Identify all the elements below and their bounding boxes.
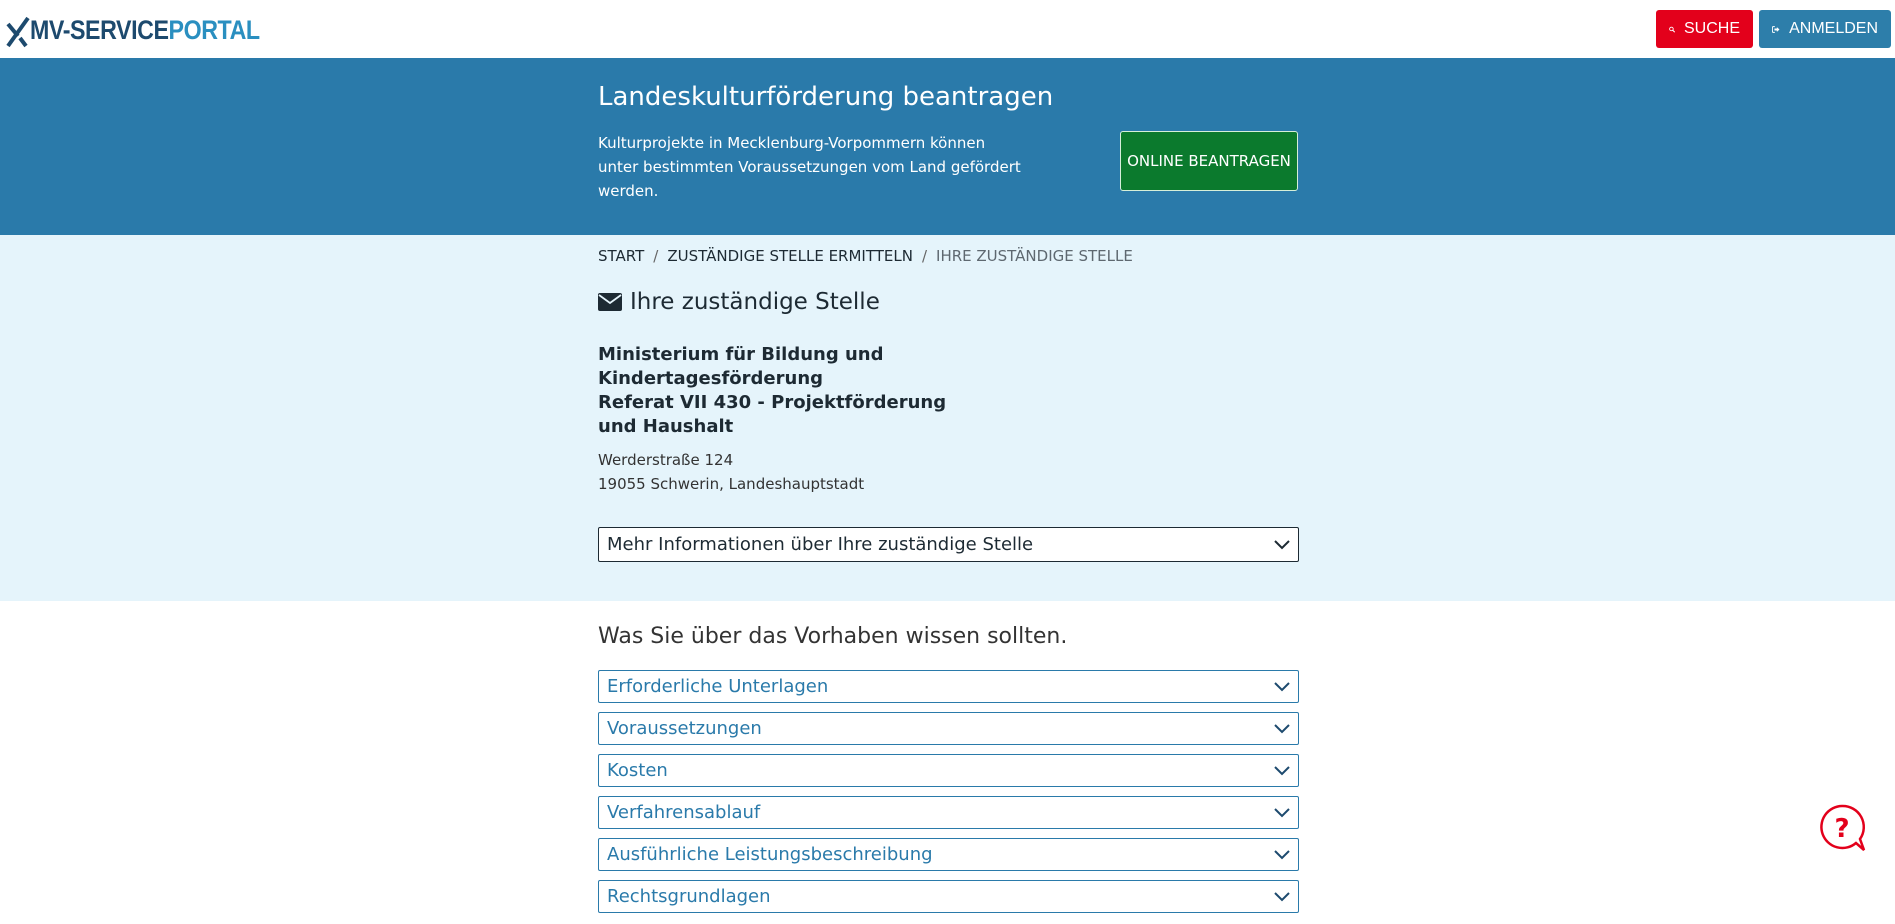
svg-text:?: ?: [1834, 814, 1850, 844]
accordion-label: Verfahrensablauf: [607, 802, 761, 823]
accordion-requirements[interactable]: [598, 712, 1299, 745]
chevron-down-icon: [1274, 850, 1290, 860]
page-title: Landeskulturförderung beantragen: [598, 82, 1054, 112]
breadcrumb-item-current: IHRE ZUSTÄNDIGE STELLE: [936, 247, 1133, 265]
office-street: Werderstraße 124: [598, 451, 734, 469]
procedure-info-title: Was Sie über das Vorhaben wissen sollten.: [598, 624, 1068, 649]
sign-in-icon: [1772, 21, 1780, 38]
online-apply-button[interactable]: ONLINE BEANTRAGEN: [1120, 131, 1298, 191]
accordion-label: Rechtsgrundlagen: [607, 886, 771, 907]
breadcrumb-item-find-office[interactable]: ZUSTÄNDIGE STELLE ERMITTELN: [667, 247, 913, 265]
hero-banner: [0, 58, 1895, 235]
accordion-costs[interactable]: [598, 754, 1299, 787]
portal-logo[interactable]: [6, 10, 297, 50]
envelope-icon: [598, 293, 622, 311]
search-icon: [1669, 22, 1675, 37]
accordion-label: Voraussetzungen: [607, 718, 762, 739]
chevron-down-icon: [1274, 766, 1290, 776]
chevron-down-icon: [1274, 892, 1290, 902]
accordion-procedure[interactable]: [598, 796, 1299, 829]
office-department: Referat VII 430 - Projektförderung und Haushalt: [598, 392, 947, 437]
login-button[interactable]: [1759, 10, 1891, 48]
search-button[interactable]: [1656, 10, 1753, 48]
top-navigation-bar: [0, 0, 1895, 58]
logo-text: MV-SERVICEPORTAL: [30, 14, 260, 45]
office-heading-text: Ihre zuständige Stelle: [630, 289, 880, 315]
chevron-down-icon: [1274, 540, 1290, 550]
help-button[interactable]: [1818, 804, 1866, 852]
chevron-down-icon: [1274, 682, 1290, 692]
office-ministry: Ministerium für Bildung und Kindertagesförderung: [598, 344, 884, 389]
breadcrumb-separator: /: [921, 247, 928, 265]
breadcrumb: [598, 247, 1133, 265]
responsible-office-section: [0, 235, 1895, 601]
office-city: 19055 Schwerin, Landeshauptstadt: [598, 475, 865, 493]
chevron-down-icon: [1274, 808, 1290, 818]
chevron-down-icon: [1274, 724, 1290, 734]
accordion-label: Kosten: [607, 760, 668, 781]
search-button-label: SUCHE: [1683, 20, 1740, 37]
breadcrumb-item-start[interactable]: START: [598, 247, 645, 265]
office-name: [598, 343, 958, 439]
accordion-legal-basis[interactable]: [598, 880, 1299, 913]
logo-x-icon: [6, 12, 30, 48]
hero-description: Kulturprojekte in Mecklenburg-Vorpommern können unter bestimmten Voraussetzungen vom Land gefördert werden.: [598, 134, 1021, 200]
accordion-detailed-description[interactable]: [598, 838, 1299, 871]
office-address: [598, 448, 864, 496]
more-info-label: Mehr Informationen über Ihre zuständige Stelle: [607, 534, 1034, 555]
accordion-label: Ausführliche Leistungsbeschreibung: [607, 844, 933, 865]
login-button-label: ANMELDEN: [1789, 20, 1878, 37]
breadcrumb-separator: /: [653, 247, 659, 265]
office-heading: [598, 289, 880, 315]
accordion-required-documents[interactable]: [598, 670, 1299, 703]
help-question-icon: [1818, 804, 1866, 852]
more-info-accordion[interactable]: [598, 527, 1299, 562]
accordion-label: Erforderliche Unterlagen: [607, 676, 829, 697]
